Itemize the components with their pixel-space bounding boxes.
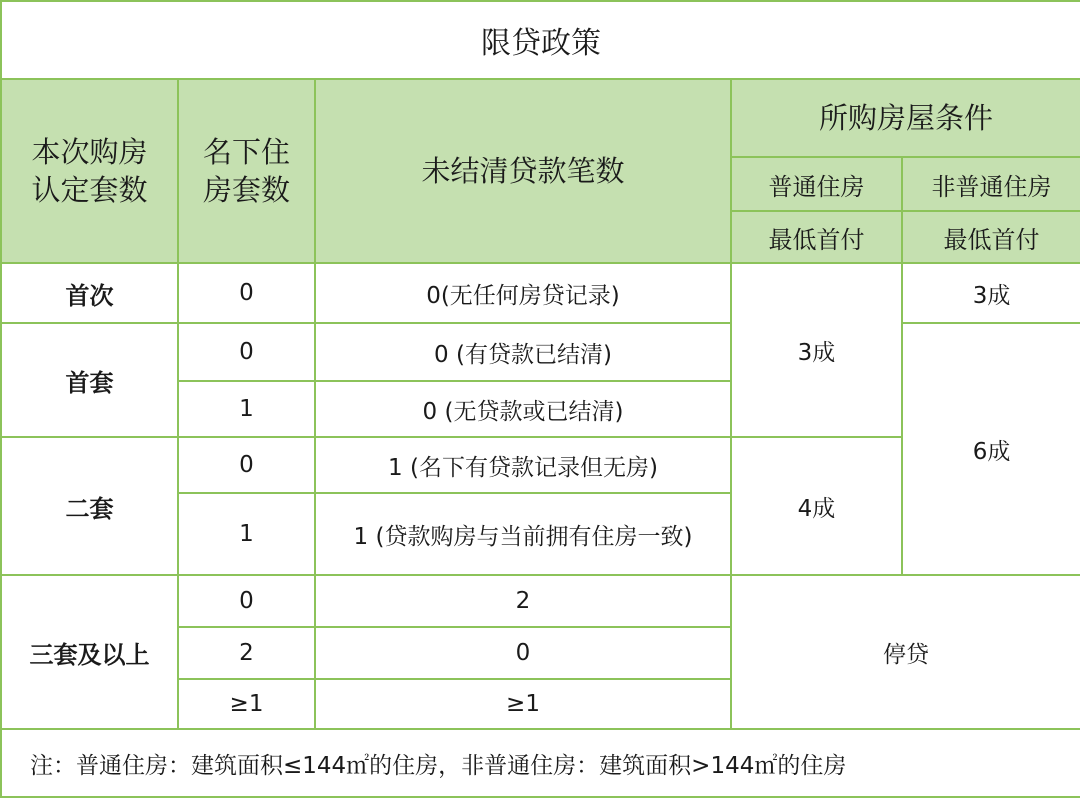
ordinary-down-second: 4成 [731,437,902,575]
title-row [1,1,1080,79]
header-ordinary-min-down: 最低首付 [731,211,902,263]
header-unpaid-loans: 未结清贷款笔数 [315,79,731,263]
note-row [1,729,1080,797]
header-purchase-count-line1: 本次购房 [31,135,148,169]
unpaid-loans-cell: ≥1 [315,679,731,729]
table-row [1,323,1080,381]
header-ordinary-house: 普通住房 [731,157,902,211]
category-third-plus: 三套及以上 [1,575,178,729]
owned-houses-cell: 0 [178,323,315,381]
table-title: 限贷政策 [1,1,1080,79]
header-owned-houses-line1: 名下住 [202,135,290,169]
header-purchase-count [1,79,178,263]
category-first-set: 首套 [1,323,178,437]
owned-houses-cell: 0 [178,437,315,493]
header-purchase-count-line2: 认定套数 [31,173,148,207]
unpaid-loans-cell: 0(无任何房贷记录) [315,263,731,323]
loan-suspended-cell: 停贷 [731,575,1080,729]
unpaid-loans-cell: 1 (名下有贷款记录但无房) [315,437,731,493]
category-second-set: 二套 [1,437,178,575]
unpaid-loans-cell: 0 [315,627,731,679]
header-nonordinary-min-down: 最低首付 [902,211,1080,263]
header-row-1 [1,79,1080,157]
unpaid-loans-cell: 1 (贷款购房与当前拥有住房一致) [315,493,731,575]
owned-houses-cell: ≥1 [178,679,315,729]
header-nonordinary-house: 非普通住房 [902,157,1080,211]
owned-houses-cell: 2 [178,627,315,679]
nonordinary-down-first-time: 3成 [902,263,1080,323]
header-owned-houses-line2: 房套数 [202,173,290,207]
table-row [1,263,1080,323]
table-row [1,575,1080,627]
nonordinary-down-merged: 6成 [902,323,1080,575]
owned-houses-cell: 1 [178,493,315,575]
unpaid-loans-cell: 2 [315,575,731,627]
owned-houses-cell: 0 [178,575,315,627]
category-first-time: 首次 [1,263,178,323]
unpaid-loans-cell: 0 (无贷款或已结清) [315,381,731,437]
header-house-condition: 所购房屋条件 [731,79,1080,157]
ordinary-down-first: 3成 [731,263,902,437]
footnote: 注：普通住房：建筑面积≤144㎡的住房，非普通住房：建筑面积>144㎡的住房 [1,729,1080,797]
header-owned-houses [178,79,315,263]
unpaid-loans-cell: 0 (有贷款已结清) [315,323,731,381]
owned-houses-cell: 1 [178,381,315,437]
owned-houses-cell: 0 [178,263,315,323]
